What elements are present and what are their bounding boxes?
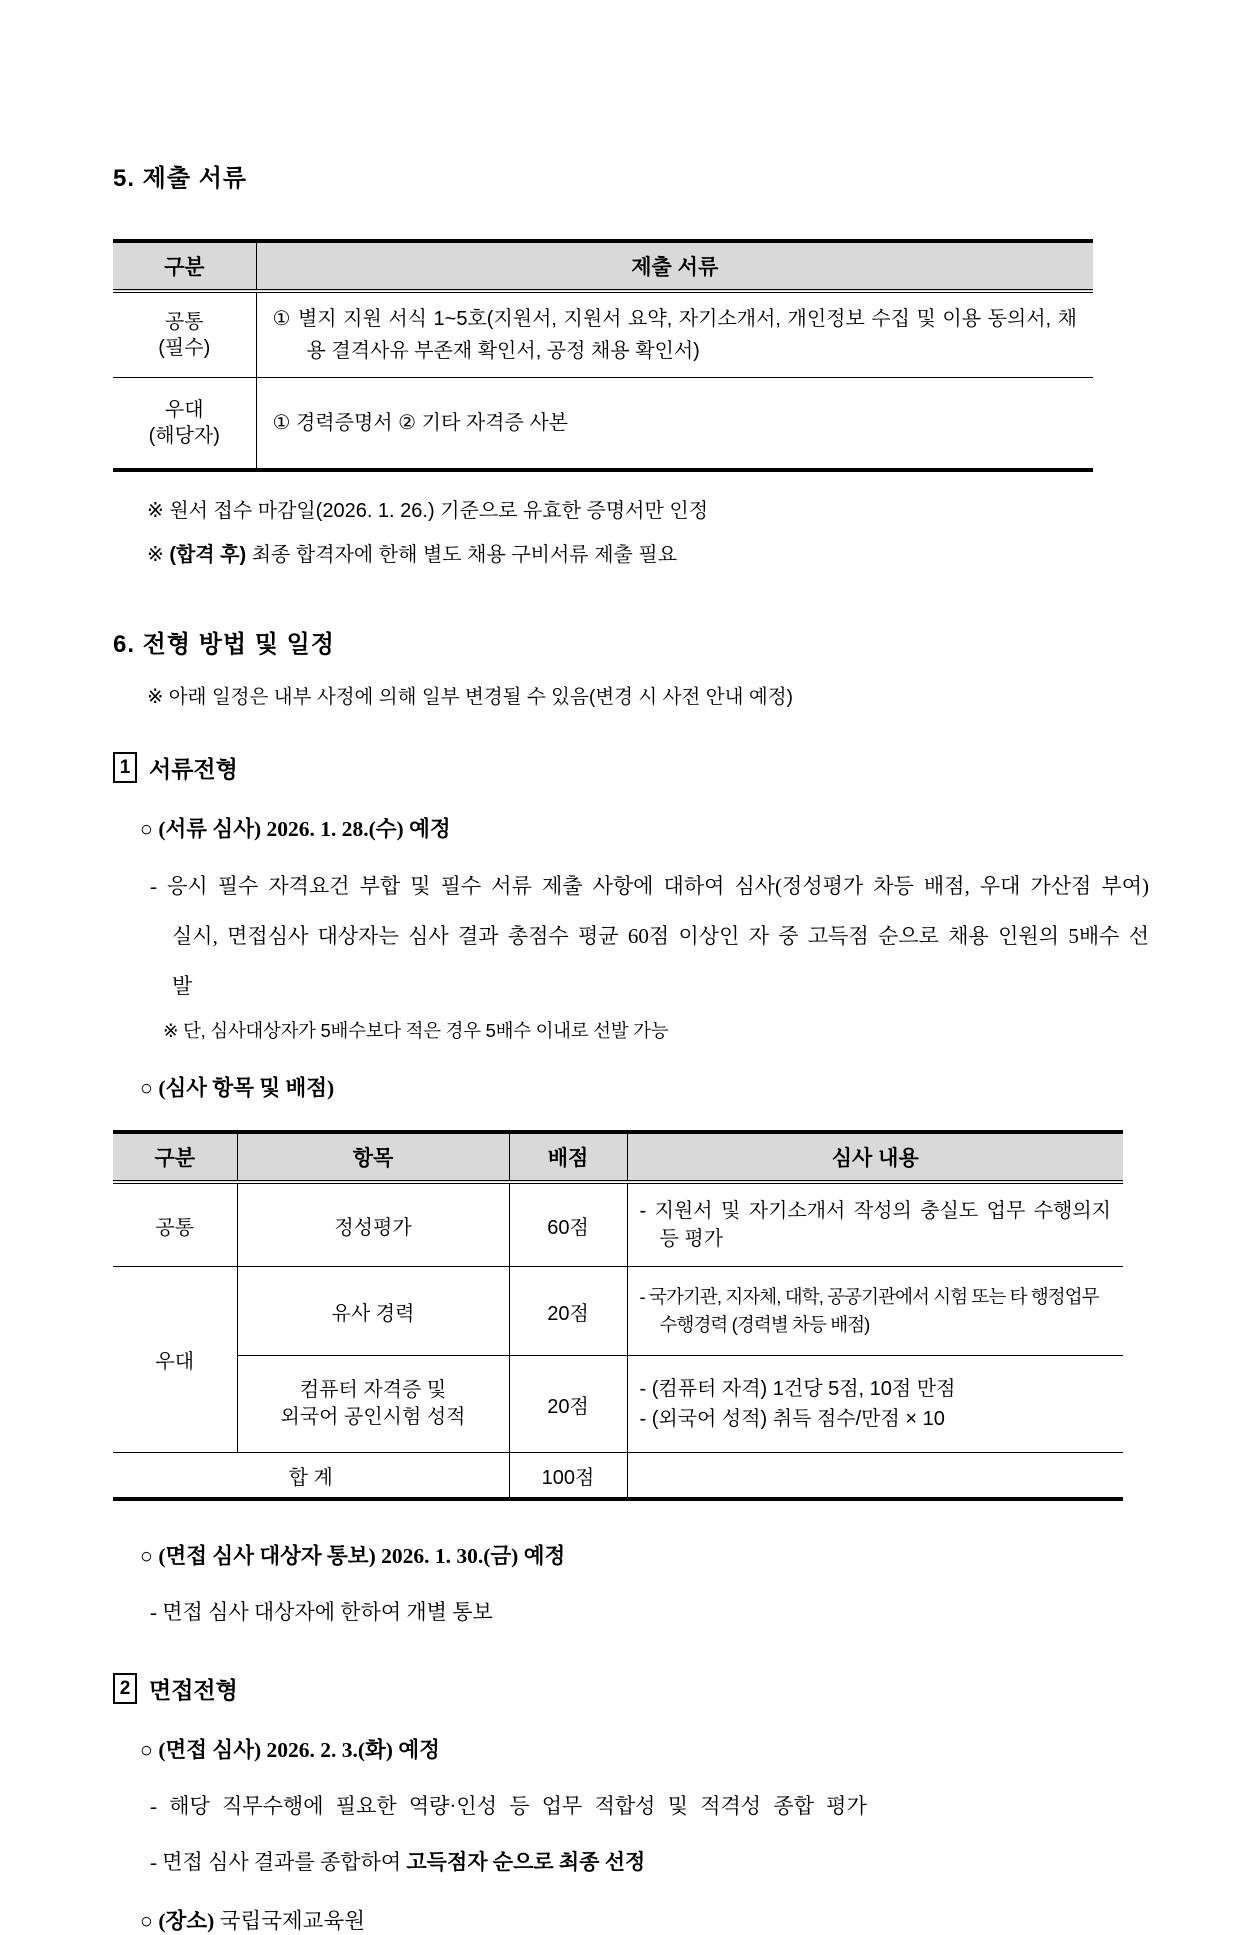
- evaluation-criteria-table: [113, 1130, 1123, 1501]
- table-header-row: [113, 241, 1093, 291]
- col-header-criteria: 심사 내용: [627, 1132, 1123, 1182]
- detail2-bold: 고득점자 순으로 최종 선정: [406, 1850, 646, 1874]
- cell-score-20a: 20점: [509, 1267, 627, 1356]
- table-row-common: [113, 1182, 1123, 1267]
- col-header-points: 배점: [509, 1132, 627, 1182]
- screening-sub-note: ※ 단, 심사대상자가 5배수보다 적은 경우 5배수 이내로 선발 가능: [163, 1020, 669, 1041]
- cell-item-certificates: [237, 1356, 509, 1453]
- table-row-career: [113, 1267, 1123, 1356]
- table-row: [113, 291, 1093, 378]
- place-bold: (장소): [158, 1909, 215, 1933]
- document-list-text: ① 경력증명서 ② 기타 자격증 사본: [272, 412, 568, 434]
- interview-date-item: ○ (면접 심사) 2026. 2. 3.(화) 예정: [140, 1738, 440, 1762]
- step1-number-box: 1: [113, 752, 137, 783]
- row-content-preferred: [256, 378, 1093, 471]
- row-label-line1: 우대: [164, 399, 204, 421]
- cell-total-empty: [627, 1453, 1123, 1500]
- section5-title: 5. 제출 서류: [113, 165, 248, 192]
- col-header-category: 구분: [113, 1132, 237, 1182]
- place-value: 국립국제교육원: [214, 1909, 365, 1933]
- col-header-category: 구분: [113, 241, 256, 291]
- table-row-certificates: [113, 1356, 1123, 1453]
- table-row-total: [113, 1453, 1123, 1500]
- submission-documents-table: [113, 239, 1093, 472]
- item-line2: 외국어 공인시험 성적: [280, 1406, 466, 1428]
- col-header-item: 항목: [237, 1132, 509, 1182]
- col-header-documents: 제출 서류: [256, 241, 1093, 291]
- criteria-heading-item: ○ (심사 항목 및 배점): [140, 1076, 335, 1100]
- cell-score-20b: 20점: [509, 1356, 627, 1453]
- place-marker: ○: [140, 1909, 159, 1933]
- detail2-regular: - 면접 심사 결과를 종합하여: [150, 1850, 407, 1874]
- desc-text: - 국가기관, 지자체, 대학, 공공기관에서 시험 또는 타 행정업무 수행경력 (경력별 차등 배점): [639, 1286, 1099, 1335]
- document-list-text: ① 별지 지원 서식 1~5호(지원서, 지원서 요약, 자기소개서, 개인정보 수집 및 이용 동의서, 채용 결격사유 부존재 확인서, 공정 채용 확인서): [272, 308, 1077, 362]
- desc-text: - 지원서 및 자기소개서 작성의 충실도 업무 수행의지 등 평가: [639, 1200, 1111, 1250]
- step1-heading-label: 서류전형: [149, 757, 238, 782]
- notify-date-item: ○ (면접 심사 대상자 통보) 2026. 1. 30.(금) 예정: [140, 1544, 566, 1568]
- row-label-line2: (해당자): [148, 425, 220, 447]
- screening-description: - 응시 필수 자격요건 부합 및 필수 서류 제출 사항에 대하여 심사(정성평가 차등 배점, 우대 가산점 부여) 실시, 면접심사 대상자는 심사 결과 총점수 평균 60점 이상인 자 중 고득점 순으로 채용 인원의 5배수 선발: [150, 874, 1149, 998]
- table-header-row: [113, 1132, 1123, 1182]
- note-deadline: ※ 원서 접수 마감일(2026. 1. 26.) 기준으로 유효한 증명서만 인정: [147, 500, 709, 522]
- desc-line1: - (컴퓨터 자격) 1건당 5점, 10점 만점: [639, 1378, 956, 1400]
- cell-group-preferred: 우대: [113, 1267, 237, 1453]
- cell-desc-career: [627, 1267, 1123, 1356]
- screening-date-item: ○ (서류 심사) 2026. 1. 28.(수) 예정: [140, 817, 451, 841]
- table-row: [113, 378, 1093, 471]
- note-after-pass: [147, 540, 1127, 570]
- item-line1: 컴퓨터 자격증 및: [299, 1379, 447, 1401]
- note-marker: ※: [147, 544, 170, 566]
- note-rest: 최종 합격자에 한해 별도 채용 구비서류 제출 필요: [246, 544, 678, 566]
- notify-detail: - 면접 심사 대상자에 한하여 개별 통보: [150, 1600, 493, 1624]
- cell-total-label: 합 계: [113, 1453, 509, 1500]
- step2-number-box: 2: [113, 1673, 137, 1704]
- schedule-change-note: ※ 아래 일정은 내부 사정에 의해 일부 변경될 수 있음(변경 시 사전 안내 예정): [147, 686, 794, 708]
- interview-detail2: [150, 1846, 1127, 1876]
- section6-title: 6. 전형 방법 및 일정: [113, 631, 335, 658]
- cell-item-qualitative: 정성평가: [237, 1182, 509, 1267]
- step1-heading: [113, 751, 1127, 784]
- row-label-preferred: [113, 378, 256, 471]
- cell-score-60: 60점: [509, 1182, 627, 1267]
- desc-line2: - (외국어 성적) 취득 점수/만점 × 10: [639, 1408, 945, 1430]
- interview-detail1: - 해당 직무수행에 필요한 역량·인성 등 업무 적합성 및 적격성 종합 평가: [150, 1794, 867, 1818]
- cell-desc-certificates: [627, 1356, 1123, 1453]
- row-label-line1: 공통: [164, 311, 204, 333]
- note-bold-part: (합격 후): [169, 544, 247, 566]
- cell-desc-qualitative: [627, 1182, 1123, 1267]
- cell-item-career: 유사 경력: [237, 1267, 509, 1356]
- row-label-line2: (필수): [158, 337, 211, 359]
- place-item: [140, 1904, 1127, 1935]
- row-content-common: [256, 291, 1093, 378]
- row-label-common: [113, 291, 256, 378]
- cell-total-score: 100점: [509, 1453, 627, 1500]
- cell-group-common: 공통: [113, 1182, 237, 1267]
- step2-heading: [113, 1672, 1127, 1705]
- step2-heading-label: 면접전형: [149, 1678, 238, 1703]
